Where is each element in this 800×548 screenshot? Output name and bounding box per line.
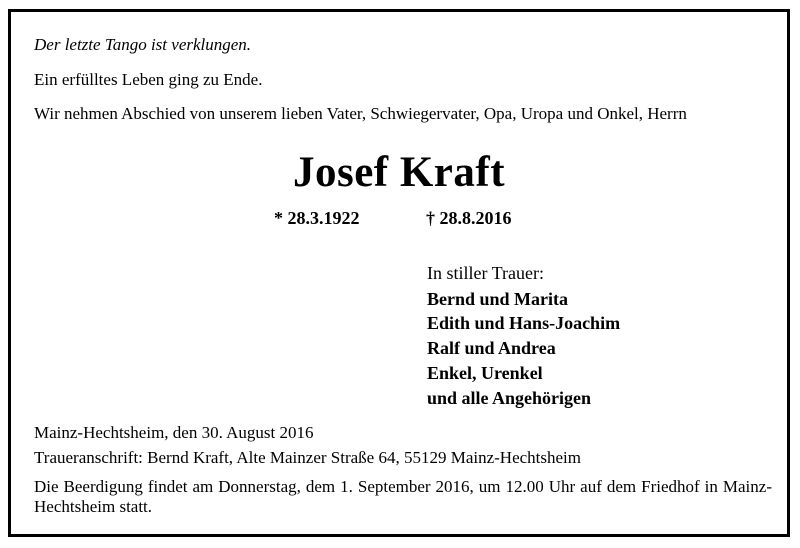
funeral-info: Die Beerdigung findet am Donnerstag, dem 1. September 2016, um 12.00 Uhr auf dem Friedhof in Mainz-Hechtsheim statt. <box>34 477 772 516</box>
mourners-heading: In stiller Trauer: <box>427 263 544 283</box>
mourner-line: und alle Angehörigen <box>427 388 592 408</box>
deceased-name: Josef Kraft <box>292 149 506 196</box>
mourner-line: Enkel, Urenkel <box>427 363 543 383</box>
farewell-text: Wir nehmen Abschied von unserem lieben Vater, Schwiegervater, Opa, Uropa und Onkel, Herrn <box>34 104 687 123</box>
mourning-address: Traueranschrift: Bernd Kraft, Alte Mainzer Straße 64, 55129 Mainz-Hechtsheim <box>34 448 581 467</box>
birth-date: * 28.3.1922 <box>274 208 360 228</box>
place-date: Mainz-Hechtsheim, den 30. August 2016 <box>34 423 314 442</box>
mourner-line: Bernd und Marita <box>427 289 569 309</box>
mourner-line: Edith und Hans-Joachim <box>427 313 621 333</box>
intro-line: Ein erfülltes Leben ging zu Ende. <box>34 70 263 89</box>
obituary-notice <box>8 9 790 537</box>
death-date: † 28.8.2016 <box>426 208 512 228</box>
motto: Der letzte Tango ist verklungen. <box>34 35 252 54</box>
mourner-line: Ralf und Andrea <box>427 338 556 358</box>
